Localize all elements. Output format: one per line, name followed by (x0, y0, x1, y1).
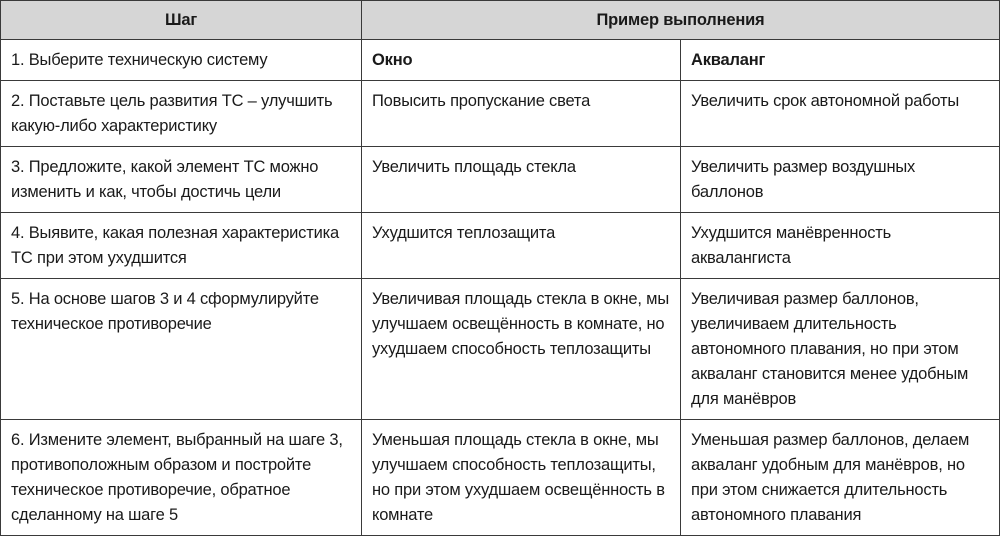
table-row (1, 40, 1000, 81)
window-cell: Повысить пропускание света (362, 81, 681, 147)
table-row (1, 213, 1000, 279)
header-step: Шаг (1, 1, 362, 40)
aqualung-cell: Ухудшится манёвренность аквалангиста (681, 213, 1000, 279)
step-cell: 5. На основе шагов 3 и 4 сформулируйте техническое противоречие (1, 279, 362, 420)
window-cell: Уменьшая площадь стекла в окне, мы улучшаем способность теплозащиты, но при этом ухудшаем освещённость в комнате (362, 420, 681, 536)
table-row (1, 420, 1000, 536)
step-cell: 2. Поставьте цель развития ТС – улучшить какую-либо характеристику (1, 81, 362, 147)
aqualung-cell: Увеличивая размер баллонов, увеличиваем длительность автономного плавания, но при этом акваланг становится менее удобным для манёвров (681, 279, 1000, 420)
subheader-window: Окно (362, 40, 681, 81)
header-example: Пример выполнения (362, 1, 1000, 40)
table-row (1, 81, 1000, 147)
subheader-aqualung: Акваланг (681, 40, 1000, 81)
aqualung-cell: Увеличить размер воздушных баллонов (681, 147, 1000, 213)
step-cell: 1. Выберите техническую систему (1, 40, 362, 81)
window-cell: Увеличить площадь стекла (362, 147, 681, 213)
step-cell: 3. Предложите, какой элемент ТС можно изменить и как, чтобы достичь цели (1, 147, 362, 213)
table-row (1, 279, 1000, 420)
step-cell: 6. Измените элемент, выбранный на шаге 3, противоположным образом и постройте техническое противоречие, обратное сделанному на шаге 5 (1, 420, 362, 536)
step-cell: 4. Выявите, какая полезная характеристика ТС при этом ухудшится (1, 213, 362, 279)
aqualung-cell: Уменьшая размер баллонов, делаем акваланг удобным для манёвров, но при этом снижается длительность автономного плавания (681, 420, 1000, 536)
window-cell: Ухудшится теплозащита (362, 213, 681, 279)
aqualung-cell: Увеличить срок автономной работы (681, 81, 1000, 147)
table-row (1, 147, 1000, 213)
table-header-row (1, 1, 1000, 40)
window-cell: Увеличивая площадь стекла в окне, мы улучшаем освещённость в комнате, но ухудшаем способность теплозащиты (362, 279, 681, 420)
